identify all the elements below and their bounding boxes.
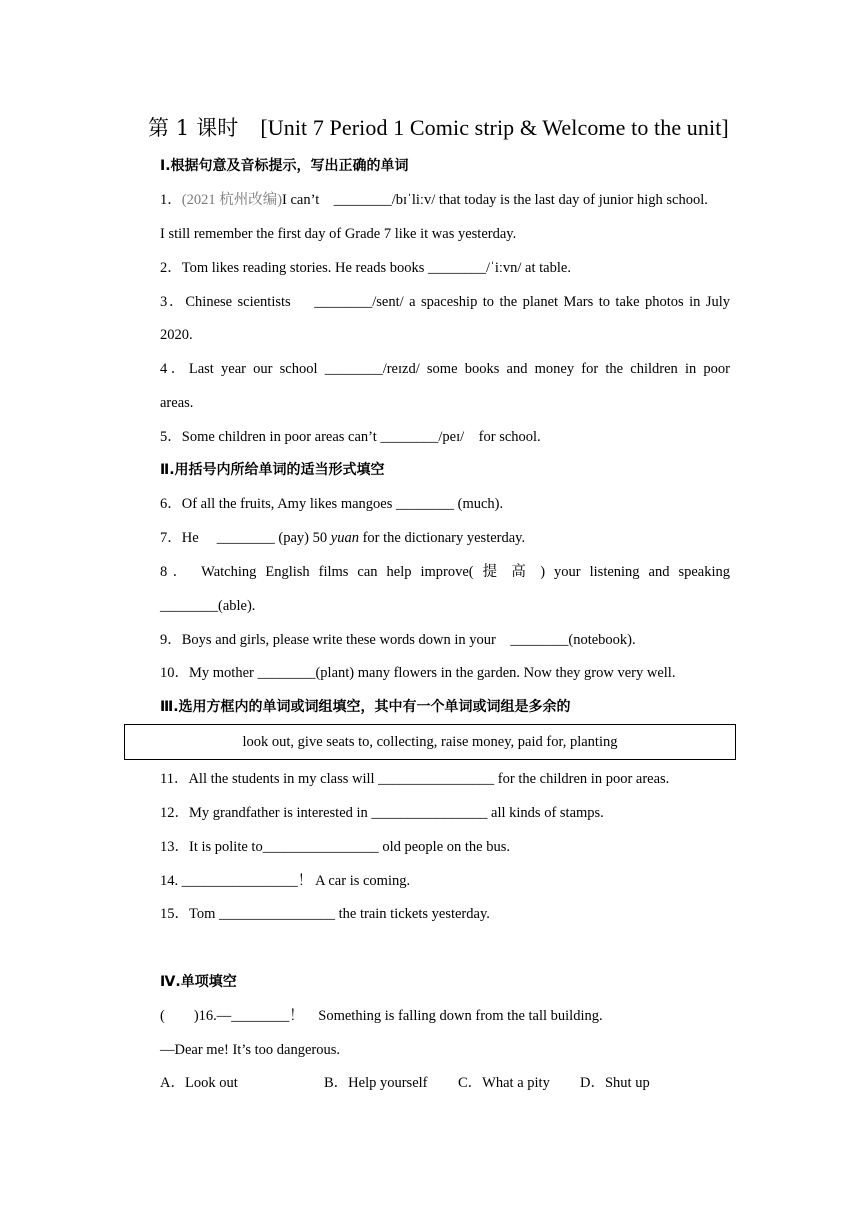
question-1: [160, 190, 708, 210]
question-8-line-2: ________(able).: [160, 598, 256, 614]
section-3-heading: Ⅲ.选用方框内的单词或词组填空，其中有一个单词或词组是多余的: [160, 699, 571, 715]
word-box-text: look out, give seats to, collecting, raise money, paid for, planting: [242, 733, 618, 750]
question-14: 14. ________________！ A car is coming.: [160, 873, 411, 889]
question-5: 5．Some children in poor areas can’t ________/peɪ/ for school.: [160, 429, 541, 445]
question-7: [160, 528, 525, 548]
section-1-heading: Ⅰ.根据句意及音标提示，写出正确的单词: [160, 158, 409, 174]
question-13: 13．It is polite to________________ old people on the bus.: [160, 839, 510, 855]
question-7-text: 7．He ________ (pay) 50: [160, 530, 331, 546]
question-16-options: [160, 1073, 650, 1093]
title-lesson: 第 1 课时: [148, 116, 239, 140]
question-7-italic: yuan: [330, 530, 359, 546]
question-6: 6．Of all the fruits, Amy likes mangoes ________ (much).: [160, 496, 504, 512]
question-2: 2．Tom likes reading stories. He reads books ________/ˈiːvn/ at table.: [160, 260, 571, 276]
question-10: 10．My mother ________(plant) many flowers in the garden. Now they grow very well.: [160, 665, 676, 681]
question-11: 11．All the students in my class will ________________ for the children in poor areas.: [160, 771, 670, 787]
section-2-heading: Ⅱ.用括号内所给单词的适当形式填空: [160, 462, 385, 478]
question-8: 8． Watching English films can help improve( 提 高 ) your listening and speaking: [160, 564, 730, 580]
option-d: D．Shut up: [580, 1075, 650, 1091]
question-4-line-2: areas.: [160, 395, 194, 411]
question-3-line-2: 2020.: [160, 327, 193, 343]
question-15: 15．Tom ________________ the train tickets yesterday.: [160, 906, 490, 922]
option-a: A．Look out: [160, 1075, 238, 1091]
word-box: [124, 724, 736, 760]
option-b: B．Help yourself: [324, 1075, 428, 1091]
question-16-reply: —Dear me! It’s too dangerous.: [160, 1042, 340, 1058]
question-3: 3．Chinese scientists ________/sent/ a spaceship to the planet Mars to take photos in July: [160, 294, 730, 310]
question-1-text: I can’t ________/bɪˈliːv/ that today is the last day of junior high school.: [282, 192, 708, 208]
question-9: 9．Boys and girls, please write these words down in your ________(notebook).: [160, 632, 636, 648]
question-16: ( )16.—________！ Something is falling down from the tall building.: [160, 1008, 603, 1024]
option-c: C．What a pity: [458, 1075, 550, 1091]
question-1-line-2: I still remember the first day of Grade 7 like it was yesterday.: [160, 226, 517, 242]
section-4-heading: Ⅳ.单项填空: [160, 974, 237, 990]
question-1-source: (2021 杭州改编): [181, 192, 283, 208]
page-title: [148, 112, 729, 142]
question-7-text-end: for the dictionary yesterday.: [358, 530, 526, 546]
question-1-number: 1．: [160, 192, 182, 208]
question-12: 12．My grandfather is interested in ________________ all kinds of stamps.: [160, 805, 604, 821]
title-unit: [Unit 7 Period 1 Comic strip & Welcome to the unit]: [260, 115, 729, 140]
question-4: 4．Last year our school ________/reɪzd/ some books and money for the children in poor: [160, 361, 730, 377]
